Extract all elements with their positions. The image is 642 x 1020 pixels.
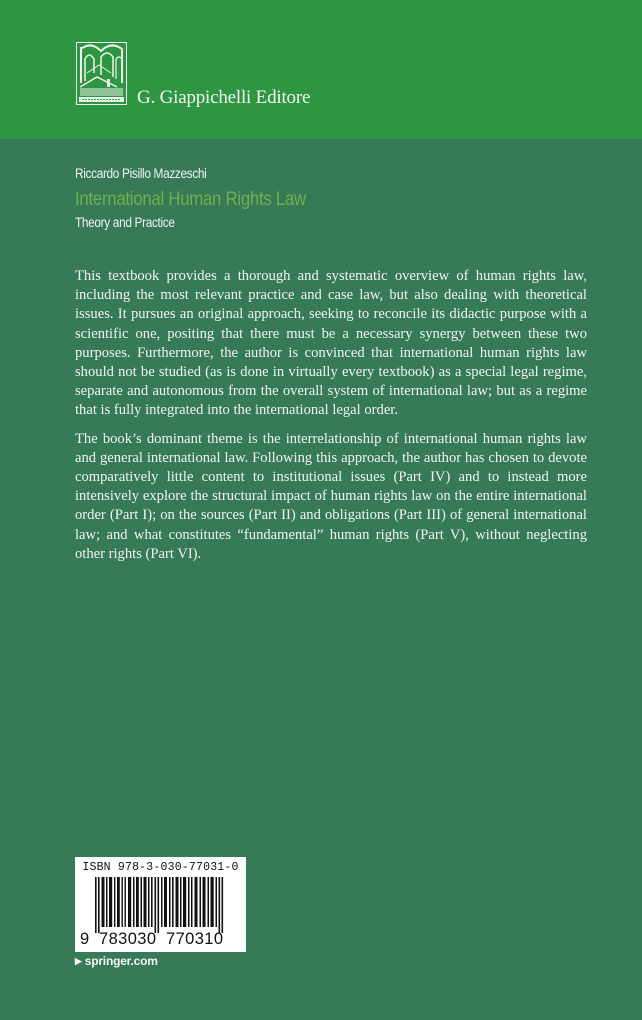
description-paragraph: The book’s dominant theme is the interrelationship of international human rights law and general international law. Following this approach, the author has chosen to devote comparatively little content to institutional issues (Part IV) and to instead more intensively explore the structural impact of human rights law on the entire international order (Part I); on the sources (Part II) and obligations (Part III) of general international law; and what constitutes “fundamental” human rights (Part V), without neglecting other rights (Part VI). [75,430,587,562]
book-description [75,267,587,573]
book-title: International Human Rights Law [75,188,306,210]
publisher-name: G. Giappichelli Editore [137,87,311,108]
isbn-barcode-box [75,857,246,952]
barcode-digits-left: 783030 [99,930,157,948]
barcode-digits-right: 770310 [166,930,224,948]
description-paragraph: This textbook provides a thorough and systematic overview of human rights law, including the most relevant practice and case law, but also dealing with theoretical issues. It pursues an original approach, seeking to reconcile its didactic purpose with a scientific one, positing that there must be a necessary synergy between these two purposes. Furthermore, the author is convinced that international human rights law should not be studied (as is done in virtually every textbook) as a special legal regime, separate and autonomous from the overall system of international law; but as a regime that is fully integrated into the international legal order. [75,268,587,419]
springer-url: springer.com [84,954,158,968]
book-subtitle: Theory and Practice [75,215,175,230]
book-author: Riccardo Pisillo Mazzeschi [75,166,207,181]
barcode-digit-first: 9 [80,930,90,948]
barcode-icon [85,877,235,933]
publisher-banner [0,0,642,139]
isbn-label: ISBN 978-3-030-77031-0 [82,861,239,874]
play-arrow-icon: ▶ [75,956,82,966]
springer-link[interactable] [75,954,158,968]
giappichelli-logo-icon [76,42,127,105]
